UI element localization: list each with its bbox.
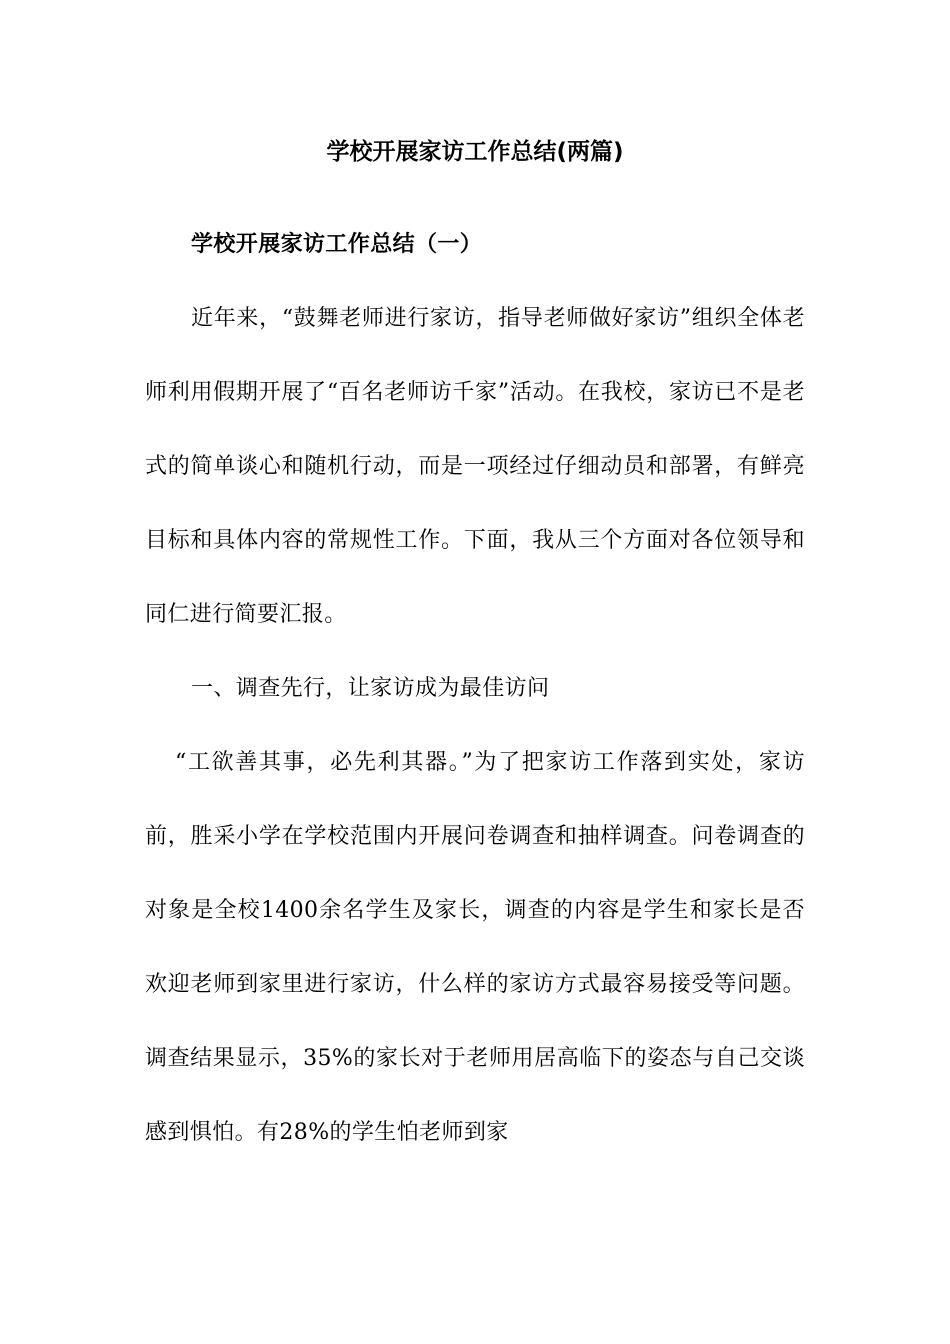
paragraph-intro: 近年来，“鼓舞老师进行家访，指导老师做好家访”组织全体老师利用假期开展了“百名老师访千家”活动。在我校，家访已不是老式的简单谈心和随机行动，而是一项经过仔细动员和部署，有鲜亮目标和具体内容的常规性工作。下面，我从三个方面对各位领导和同仁进行简要汇报。 [145,306,805,627]
paragraph-survey: “工欲善其事，必先利其器。”为了把家访工作落到实处，家访前，胜采小学在学校范围内开展问卷调查和抽样调查。问卷调查的对象是全校1400余名学生及家长，调查的内容是学生和家长是否欢迎老师到家里进行家访，什么样的家访方式最容易接受等问题。调查结果显示，35%的家长对于老师用居高临下的姿态与自己交谈感到惧怕。有28%的学生怕老师到家 [145,750,805,1145]
document-title: 学校开展家访工作总结(两篇) [326,139,624,165]
section-heading-1: 一、调查先行，让家访成为最佳访问 [191,676,550,701]
section-subtitle: 学校开展家访工作总结（一） [191,232,483,257]
document-body [145,208,805,1170]
